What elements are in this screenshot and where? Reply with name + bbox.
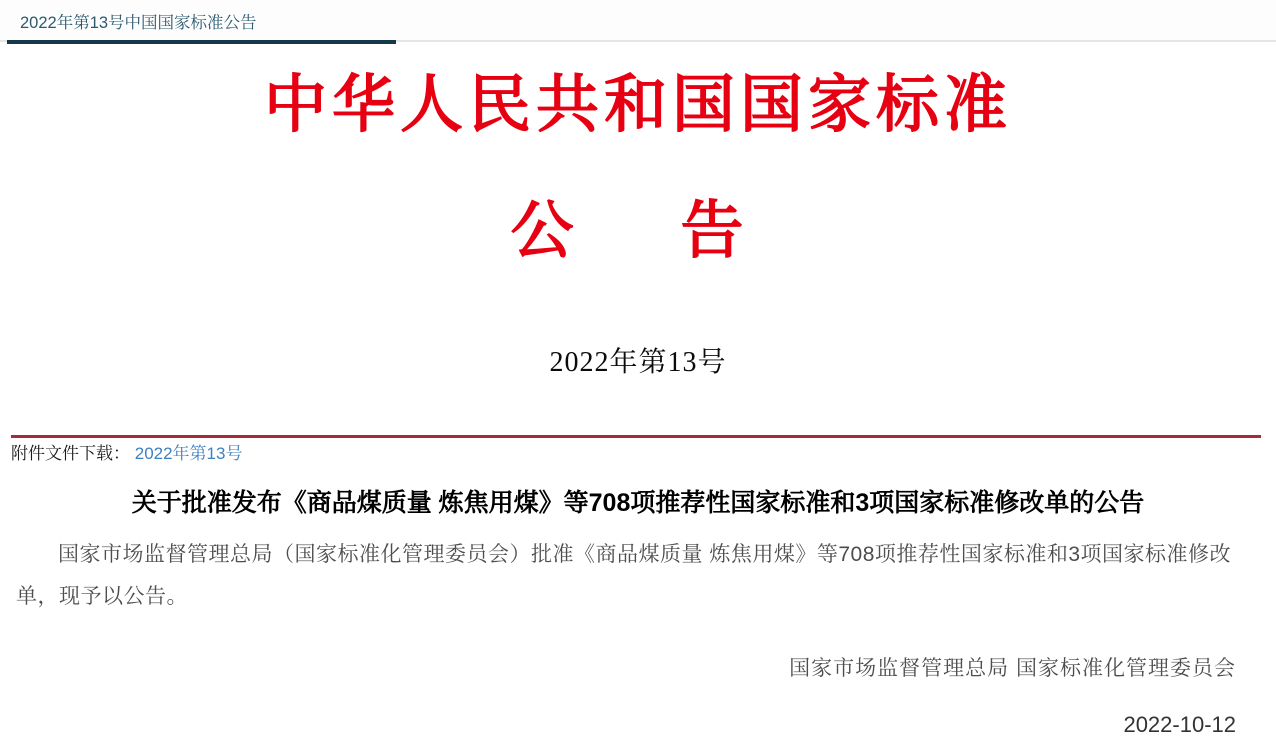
announcement-heading: 关于批准发布《商品煤质量 炼焦用煤》等708项推荐性国家标准和3项国家标准修改单的公告 [131, 489, 1145, 518]
issue-number: 2022年第13号 [549, 347, 727, 379]
issuing-authority-signature: 国家市场监督管理总局 国家标准化管理委员会 [789, 657, 1236, 681]
announcement-body-paragraph: 国家市场监督管理总局（国家标准化管理委员会）批准《商品煤质量 炼焦用煤》等708项推荐性国家标准和3项国家标准修改单，现予以公告。 [16, 543, 1232, 609]
announcement-document [0, 72, 1276, 740]
announcement-date: 2022-10-12 [1123, 712, 1236, 738]
attachment-label: 附件文件下载： [11, 444, 130, 464]
attachment-row [11, 441, 1265, 467]
red-divider-rule [11, 435, 1261, 438]
tab-bar [0, 0, 1276, 42]
tab-national-standard-announcement[interactable]: 2022年第13号中国国家标准公告 [7, 0, 396, 44]
document-title-line1: 中华人民共和国国家标准 [264, 70, 1012, 140]
attachment-download-link[interactable]: 2022年第13号 [134, 444, 243, 464]
document-title-line2: 公 告 [510, 196, 766, 267]
